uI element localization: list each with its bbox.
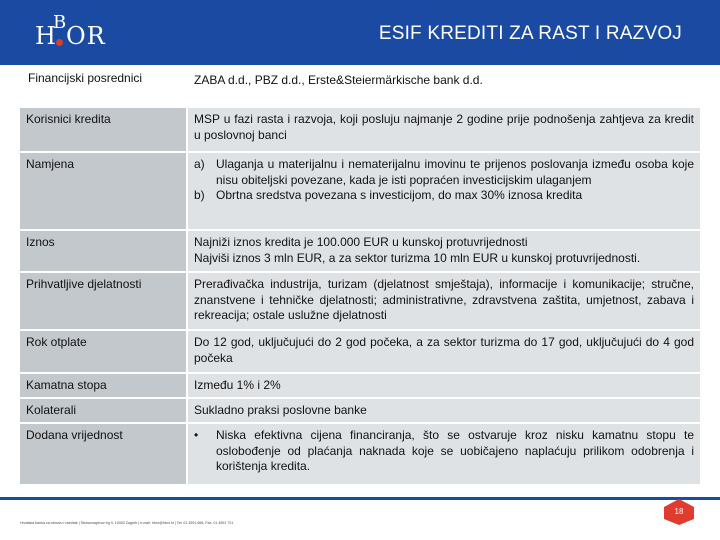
row-label: Rok otplate <box>20 331 186 372</box>
row-label: Kolaterali <box>20 399 186 422</box>
table-row <box>20 273 700 331</box>
row-label: Financijski posrednici <box>20 69 186 106</box>
value-line: Najniži iznos kredita je 100.000 EUR u kunskoj protuvrijednosti <box>194 235 528 249</box>
row-label: Kamatna stopa <box>20 374 186 397</box>
row-value: MSP u fazi rasta i razvoja, koji posluju najmanje 2 godine prije podnošenja zahtjeva za kredit u poslovnoj banci <box>188 108 700 151</box>
header-bar <box>0 0 720 65</box>
hbor-logo[interactable] <box>35 12 125 52</box>
row-label: Prihvatljive djelatnosti <box>20 273 186 329</box>
row-label: Dodana vrijednost <box>20 424 186 484</box>
row-label: Korisnici kredita <box>20 108 186 151</box>
row-value <box>188 231 700 271</box>
table-row <box>20 424 700 486</box>
table-row <box>20 399 700 424</box>
list-item <box>194 157 694 188</box>
table-row <box>20 374 700 399</box>
row-value: Do 12 god, uključujući do 2 god počeka, a za sektor turizma do 17 god, uključujući do 4 god počeka <box>188 331 700 372</box>
row-label: Iznos <box>20 231 186 271</box>
footer-contact: Hrvatska banka za obnovu i razvitak | Strossmayerov trg 9, 10000 Zagreb | e-mail: hbor@hbor.hr | Tel: 01 4591 666, Fax: 01 4591 721 <box>20 521 234 525</box>
table-row <box>20 231 700 273</box>
table-row <box>20 69 700 108</box>
list-marker: a) <box>194 157 205 171</box>
list-item <box>194 188 694 204</box>
page-number-badge <box>664 499 694 525</box>
table-row <box>20 153 700 231</box>
row-value: Prerađivačka industrija, turizam (djelatnost smještaja), informacije i komunikacije; stručne, znanstvene i tehničke djelatnosti; administrativne, zdravstvena zaštita, umjetnost, zabava i rekreacija; ostale uslužne djelatnosti <box>188 273 700 329</box>
table-row <box>20 108 700 153</box>
page-title: ESIF KREDITI ZA RAST I RAZVOJ <box>378 23 682 44</box>
list-marker: b) <box>194 188 205 203</box>
row-label: Namjena <box>20 153 186 229</box>
value-line: Najviši iznos 3 mln EUR, a za sektor turizma 10 mln EUR u kunskoj protuvrijednosti. <box>194 250 641 265</box>
row-value <box>188 153 700 229</box>
row-value: Sukladno praksi poslovne banke <box>188 399 700 422</box>
logo-dot-icon <box>56 39 63 46</box>
logo-letters-or: OR <box>66 22 106 50</box>
logo-letter-b: B <box>53 12 67 33</box>
row-value <box>188 424 700 484</box>
row-value: ZABA d.d., PBZ d.d., Erste&Steiermärkische bank d.d. <box>188 69 700 106</box>
page-number: 18 <box>674 507 684 516</box>
table-row <box>20 331 700 374</box>
row-value: Između 1% i 2% <box>188 374 700 397</box>
logo-letter-h: H <box>35 22 56 50</box>
list-text: Ulaganja u materijalnu i nematerijalnu imovinu te prijenos poslovanja između osoba koje nisu obiteljski povezane, kada je isti popraćen investicijskim ulaganjem <box>216 157 694 187</box>
list-text: Obrtna sredstva povezana s investicijom, do max 30% iznosa kredita <box>216 188 583 203</box>
info-table <box>20 69 700 486</box>
footer-divider <box>0 497 720 500</box>
list-item <box>194 428 694 475</box>
list-text: Niska efektivna cijena financiranja, što se ostvaruje kroz nisku kamatnu stopu te oslobođenje od plaćanja naknada koje se uobičajeno naplaćuju prilikom odobrenja i korištenja kredita. <box>216 428 694 474</box>
bullet-icon: • <box>194 428 199 442</box>
